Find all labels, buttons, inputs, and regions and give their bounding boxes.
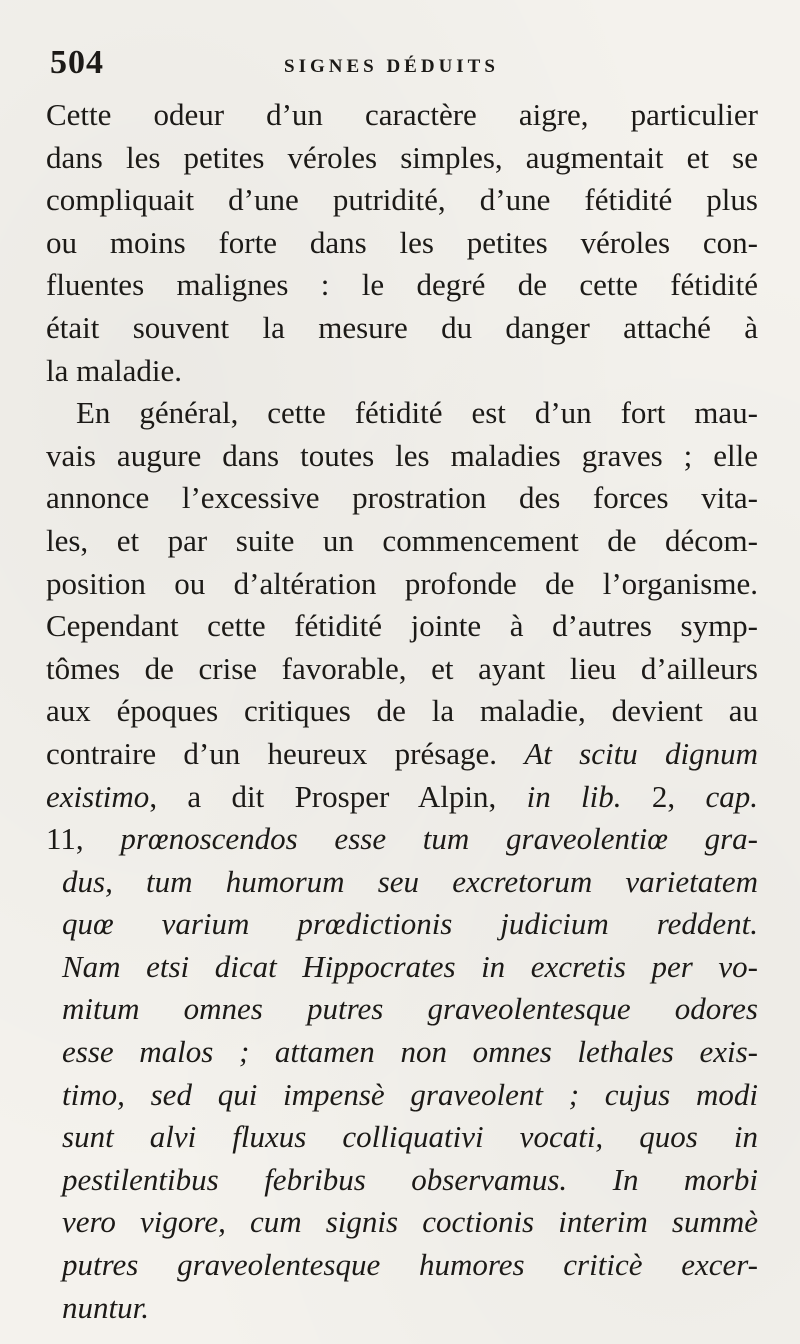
text-line-mixed xyxy=(46,733,758,776)
page-header xyxy=(44,44,764,90)
body-text xyxy=(46,94,758,1329)
text-line: tômes de crise favorable, et ayant lieu d’ailleurs xyxy=(46,650,758,686)
text-line: annonce l’excessive prostration des forces vita- xyxy=(46,480,758,516)
latin-quotation-line: esse malos ; attamen non omnes lethales exis- xyxy=(62,1034,758,1070)
text-line-mixed xyxy=(46,818,758,861)
text-line: position ou d’altération profonde de l’organisme. xyxy=(46,565,758,601)
latin-quotation-line: vero vigore, cum signis coctionis interim summè xyxy=(62,1204,758,1240)
latin-quotation-line: nuntur. xyxy=(62,1289,149,1325)
latin-quotation-line: quœ varium prœdictionis judicium reddent. xyxy=(62,906,758,942)
page-number: 504 xyxy=(50,44,104,81)
roman-text: contraire d’un heureux présage. xyxy=(46,735,525,771)
text-line: ou moins forte dans les petites véroles con- xyxy=(46,224,758,260)
text-line: vais augure dans toutes les maladies graves ; elle xyxy=(46,437,758,473)
text-line: compliquait d’une putridité, d’une fétidité plus xyxy=(46,182,758,218)
text-line: dans les petites véroles simples, augmentait et se xyxy=(46,139,758,175)
latin-quotation: At scitu dignum xyxy=(524,735,758,771)
paragraph-start-line: En général, cette fétidité est d’un fort mau- xyxy=(76,395,758,431)
latin-quotation-line: sunt alvi fluxus colliquativi vocati, quos in xyxy=(62,1119,758,1155)
text-line: Cette odeur d’un caractère aigre, particulier xyxy=(46,97,758,132)
running-head: SIGNES DÉDUITS xyxy=(284,56,499,77)
text-line: était souvent la mesure du danger attaché à xyxy=(46,309,758,345)
text-line: Cependant cette fétidité jointe à d’autres symp- xyxy=(46,608,758,644)
roman-text: 2, xyxy=(621,778,706,814)
citation-italic: in lib. xyxy=(526,778,622,814)
text-line: fluentes malignes : le degré de cette fétidité xyxy=(46,267,758,303)
latin-quotation-line: dus, tum humorum seu excretorum varietatem xyxy=(62,863,758,899)
latin-quotation: prœnoscendos esse tum graveolentiœ gra- xyxy=(120,821,758,857)
roman-text: 11, xyxy=(46,821,121,857)
roman-text: , a dit Prosper Alpin, xyxy=(149,778,527,814)
latin-quotation-line: mitum omnes putres graveolentesque odores xyxy=(62,991,758,1027)
latin-quotation-line: Nam etsi dicat Hippocrates in excretis per vo- xyxy=(62,948,758,984)
text-line: les, et par suite un commencement de décom- xyxy=(46,522,758,558)
citation-italic: cap. xyxy=(705,778,758,814)
text-line: la maladie. xyxy=(46,352,182,388)
text-line-mixed xyxy=(46,776,758,819)
latin-quotation-line: timo, sed qui impensè graveolent ; cujus modi xyxy=(62,1076,758,1112)
latin-quotation-line: putres graveolentesque humores criticè excer- xyxy=(62,1247,758,1283)
latin-quotation-line: pestilentibus febribus observamus. In morbi xyxy=(62,1161,758,1197)
latin-quotation: existimo xyxy=(46,778,150,814)
text-line: aux époques critiques de la maladie, devient au xyxy=(46,693,758,729)
